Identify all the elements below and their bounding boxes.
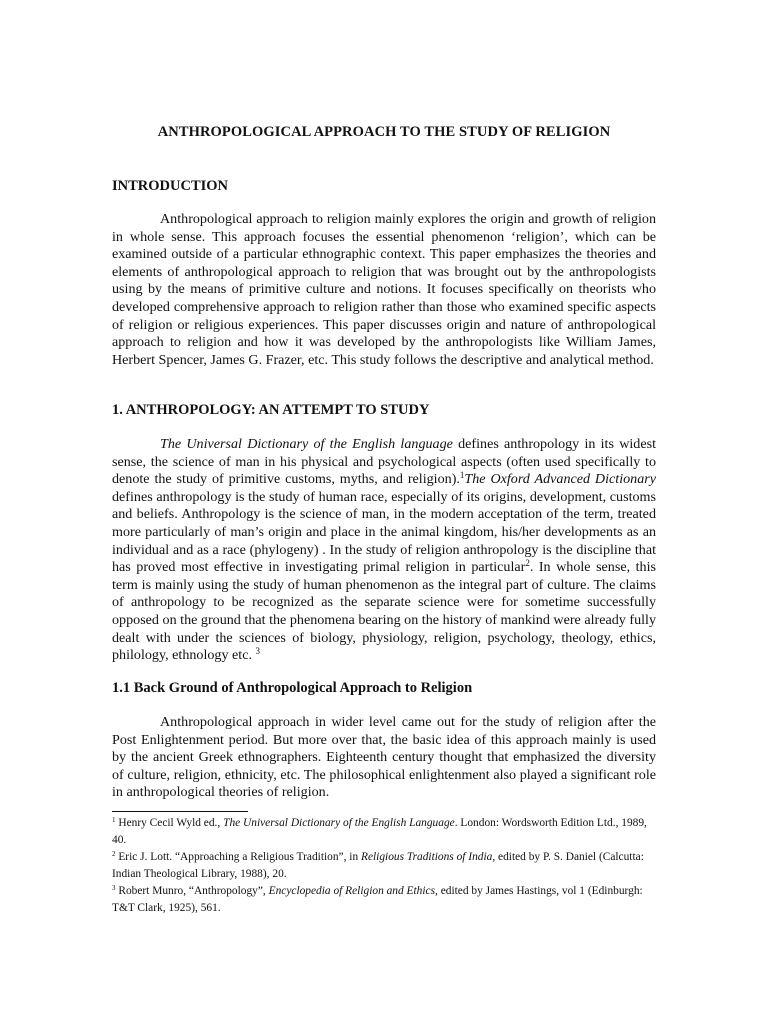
footnote-ref-2[interactable]: 2 <box>525 558 530 569</box>
paragraph-text: defines anthropology is the study of human race, especially of its origins, development, customs and beliefs. Anthropology is the science of man, in the modern acceptation of the term, treated more particularly of man’s origin and place in the animal kingdom, his/her developments as an individual and as a race (phylogeny) . In the study of religion anthropology is the discipline that has proved most effective in investigating primal religion in particular <box>112 488 656 576</box>
paragraph-text: . In whole sense, this term is mainly using the study of human phenomenon as the integral part of culture. The claims of anthropology to be recognized as the separate science were for sometime successfully opposed on the ground that the phenomena bearing on the history of mankind were already fully dealt with under the sciences of biology, physiology, religion, psychology, theology, ethics, philology, ethnology etc. <box>112 559 656 664</box>
introduction-section <box>112 211 656 369</box>
section-1-1-heading: 1.1 Back Ground of Anthropological Approach to Religion <box>112 680 473 696</box>
footnotes <box>112 815 656 917</box>
section-1-heading: 1. ANTHROPOLOGY: AN ATTEMPT TO STUDY <box>112 402 430 418</box>
section-1-1 <box>112 714 656 802</box>
footnote-ref-1[interactable]: 1 <box>459 470 465 481</box>
section-1-paragraph <box>112 436 656 665</box>
introduction-heading: INTRODUCTION <box>112 178 229 194</box>
footnote-1: $^1$ Henry Cecil Wyld ed., The Universal Dictionary of the English Language. London: Wordsworth Edition Ltd., 1989, 40. <box>112 816 647 846</box>
introduction-paragraph: Anthropological approach to religion mainly explores the origin and growth of religion in whole sense. This approach focuses the essential phenomenon ‘religion’, which can be examined outside of a particular ethnographic context. This paper emphasizes the theories and elements of anthropological approach to religion that was brought out by the anthropologists using by the means of primitive culture and notions. It focuses specifically on theorists who developed comprehensive approach to religion rather than those who examined specific aspects of religion or religious experiences. This paper discusses origin and nature of anthropological approach to religion and how it was developed by the anthropologists like William James, Herbert Spencer, James G. Frazer, etc. This study follows the descriptive and analytical method. <box>112 211 656 368</box>
paragraph-text: defines anthropology in its widest sense, the science of man in his physical and psychological aspects (often used specifically to denote the study of primitive customs, myths, and religion). <box>112 436 656 488</box>
section-1-1-paragraph: Anthropological approach in wider level came out for the study of religion after the Post Enlightenment period. But more over that, the basic idea of this approach mainly is used by the ancient Greek ethnographers. Eighteenth century thought that emphasized the diversity of culture, religion, ethnicity, etc. The philosophical enlightenment also played a significant role in anthropological theories of religion. <box>112 714 656 801</box>
footnote-2: $^2$ Eric J. Lott. “Approaching a Religious Tradition”, in Religious Traditions of India, edited by P. S. Daniel (Calcutta: Indian Theological Library, 1988), 20. <box>112 850 644 880</box>
footnote-ref-3[interactable]: 3 <box>255 646 261 657</box>
footnote-3: $^3$ Robert Munro, “Anthropology”, Encyclopedia of Religion and Ethics, edited by James Hastings, vol 1 (Edinburgh: T&T Clark, 1925), 561. <box>112 884 643 914</box>
book-title-universal-dictionary: The Universal Dictionary of the English language <box>160 436 453 452</box>
document-title: ANTHROPOLOGICAL APPROACH TO THE STUDY OF RELIGION <box>157 124 611 140</box>
book-title-oxford-dictionary: The Oxford Advanced Dictionary <box>464 471 656 488</box>
footnote-divider <box>112 811 248 812</box>
section-1 <box>112 436 656 665</box>
